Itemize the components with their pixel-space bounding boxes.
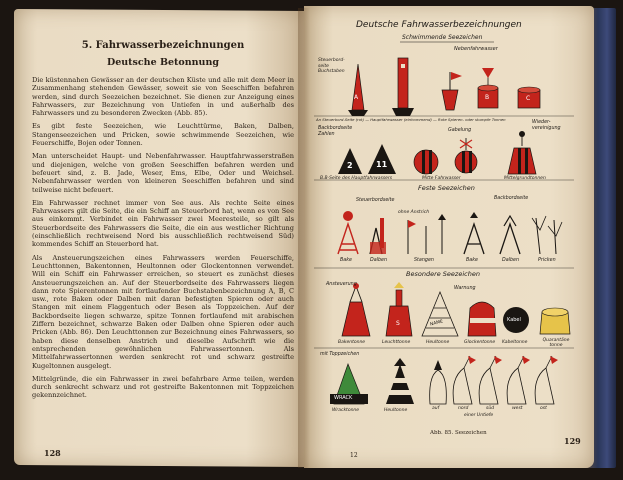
paragraph: Ein Fahrwasser rechnet immer von See aus. Als rechte Seite eines Fahrwassers gilt die Seite, die ein Schiff an Steuerbord hat, wenn es von See aus einkommt. Verbindet ein Fahrwasser zwei Meeresteile, so gilt als Steuerbordseite des Fahrwassers die Seite, die ein aus westlicher Richtung (einschließlich rechtweisend Nord bis ausschließlich rechtweisend Süd) kommendes Schiff an Steuerbord hat. xyxy=(32,198,294,249)
label-bakentonne: Bakentonne xyxy=(338,340,366,345)
paragraph: Als Ansteuerungszeichen eines Fahrwassers werden Feuerschiffe, Leuchttonnen, Bakentonnen, Heultonnen oder Glockentonnen verwendet. Will ein Schiff ein Fahrwasser erreichen, so steuert es zunächst dieses Ansteuerungszeichen an. Auf der Steuerbordseite des Fahrwassers liegen dann rote Spierentonnen mit fortlaufender Buchstabenbezeichnung A, B, C usw., rote Baken oder Dalben mit daran befestigten Spieren oder auch Stangen mit einem Flaggentuch oder Besen als Toppzeichen. Auf der Backbordseite liegen schwarze, spitze Tonnen fortlaufend mit arabischen Ziffern bezeichnet, schwarze Baken oder Dalben ohne Spieren oder auch Pricken (Abb. 86). Den Leuchttonnen zur Bezeichnung eines Fahrwassers, so haben diese denselben Anstrich und dieselbe Aufschrift wie die entsprechenden gewöhnlichen Fahrwassertonnen. Als Mittelfahrwassertonnen werden senkrecht rot und schwarz gestreifte Kugeltonnen ausgelegt. xyxy=(32,253,294,370)
buoy-label-2: 2 xyxy=(347,161,353,170)
label-steuerbord: Steuerbord-seite Buchstaben xyxy=(318,58,345,74)
label-leuchttonne: Leuchttonne xyxy=(382,340,411,345)
buoy-label-a: A xyxy=(354,94,359,101)
whistle-buoy-striped xyxy=(386,358,414,404)
black-dolphin xyxy=(500,216,520,254)
label-heultonne-2: Heultonne xyxy=(384,408,408,413)
shoal-buoy-4 xyxy=(535,356,558,404)
label-mit-toppzeichen: mit Toppzeichen xyxy=(320,352,360,357)
label-dalben: Dalben xyxy=(370,258,388,263)
label-auf: auf xyxy=(432,406,440,411)
label-einer-untiefe: einer Untiefe xyxy=(464,413,494,418)
light-buoy xyxy=(386,282,412,336)
label-sb-seite: Steuerbordseite xyxy=(356,198,395,203)
buoy-label-kabel: Kabel xyxy=(507,317,521,323)
red-spar-buoy-flag xyxy=(442,72,462,110)
row2-caption-right: Mittelgrundtonnen xyxy=(504,176,546,181)
label-heultonne: Heultonne xyxy=(426,340,450,345)
label-bb-seite: Backbordseite xyxy=(494,196,529,201)
page-number-left: 128 xyxy=(44,448,61,458)
heading-fixed-marks: Feste Seezeichen xyxy=(418,184,475,192)
label-ost: ost xyxy=(540,406,547,411)
buoy-label-name: NAME xyxy=(429,319,444,328)
label-kabeltonne: Kabeltonne xyxy=(502,340,528,345)
buoy-label-11: 11 xyxy=(376,160,388,169)
reunion-buoy xyxy=(508,131,536,174)
figure-caption: Abb. 85. Seezeichen xyxy=(430,430,487,436)
label-glockentonne: Glockentonne xyxy=(464,340,496,345)
striped-sphere-buoy xyxy=(414,150,438,174)
label-sued: süd xyxy=(486,406,495,411)
label-gabelung: Gabelung xyxy=(448,128,472,133)
whistle-buoy xyxy=(422,292,458,336)
figure-title: Deutsche Fahrwasserbezeichnungen xyxy=(356,20,522,30)
chapter-title: 5. Fahrwasserbezeichnungen xyxy=(81,40,245,51)
row1-caption: An Steuerbord-Seite (rot) — Hauptfahrwasser (einhommend) — Rote Spieren- oder stumpfe Tonnen xyxy=(316,117,506,122)
row2-caption-mid: Mitte Fahrwasser xyxy=(422,176,461,181)
paragraph: Mittelgründe, die ein Fahrwasser in zwei befahrbare Arme teilen, werden durch senkrecht schwarz und rot gestreifte Bakentonnen mit Toppzeichen gekennzeichnet. xyxy=(32,374,294,400)
label-wracktonne: Wracktonne xyxy=(332,408,360,413)
beacon-buoy-red xyxy=(342,283,370,336)
shoal-buoy-3 xyxy=(507,356,530,404)
section-title: Deutsche Betonnung xyxy=(106,57,220,68)
label-backbord: Backbordseite Zahlen xyxy=(318,126,353,137)
label-nord: nord xyxy=(458,406,469,411)
paragraph: Man unterscheidet Haupt- und Nebenfahrwasser. Hauptfahrwasserstraßen und diejenigen, welche von großen Seeschiffen befahren werden und befeuert sind, z. B. Jade, Weser, Ems, Elbe, Oder und Weichsel. Nebenfahrwasser werden von kleineren Seeschiffen befahren und sind teilweise nicht befeuert. xyxy=(32,152,294,194)
paragraph: Es gibt feste Seezeichen, wie Leuchttürme, Baken, Dalben, Stangenseezeichen und Pricken, sowie schwimmende Seezeichen, wie Feuerschiffe, Bojen oder Tonnen. xyxy=(32,122,294,148)
black-beacon xyxy=(464,212,484,254)
buoy-label-b: B xyxy=(485,94,490,101)
label-west: west xyxy=(512,406,523,411)
row2-caption-left: B.B-Seite des Hauptfahrwassers xyxy=(320,176,393,181)
printer-mark: 12 xyxy=(350,452,358,459)
label-ohne-anstrich: ohne Anstrich xyxy=(398,210,430,215)
red-spar-buoy xyxy=(392,58,414,116)
label-quarantaene: Quarantäne tonne xyxy=(542,338,570,349)
label-bake-2: Bake xyxy=(466,258,478,263)
figure-seezeichen xyxy=(304,6,594,468)
shoal-buoy-1 xyxy=(453,356,476,404)
quarantine-buoy xyxy=(540,308,570,334)
poles-no-paint xyxy=(408,214,446,254)
shoal-buoy-2 xyxy=(479,356,502,404)
dolphin-red xyxy=(370,218,386,254)
label-bake: Bake xyxy=(340,258,352,263)
label-dalben-2: Dalben xyxy=(502,258,520,263)
label-pricken: Pricken xyxy=(538,258,556,263)
buoy-label-wrack: WRACK xyxy=(334,395,353,401)
heading-special-marks: Besondere Seezeichen xyxy=(406,270,480,278)
label-nebenfahrwasser: Nebenfahrwasser xyxy=(454,46,498,52)
buoy-label-c: C xyxy=(526,95,531,102)
shoal-buoy-north xyxy=(430,360,447,404)
black-conical-buoy-11 xyxy=(368,144,396,174)
red-beacon xyxy=(338,211,358,254)
label-ansteuerung: Ansteuerung xyxy=(326,282,357,287)
heading-floating-marks: Schwimmende Seezeichen xyxy=(402,34,483,41)
red-can-buoy-b xyxy=(478,68,498,108)
withy-pricken xyxy=(532,216,562,254)
left-page-text xyxy=(32,40,294,405)
label-wiedervereinigung: Wieder-vereinigung xyxy=(532,120,561,131)
fork-buoy xyxy=(455,138,477,173)
paragraph: Die küstennahen Gewässer an der deutschen Küste und alle mit dem Meer in Zusammenhang stehenden Gewässer, soweit sie von Seeschiffen befahren werden, sind durch Seezeichen bezeichnet. Sie dienen zur Anzeigung eines Fahrwassers, zur Bezeichnung von Untiefen in und außerhalb des Fahrwassers und zu besonderen Zwecken (Abb. 85). xyxy=(32,76,294,118)
label-warnung: Warnung xyxy=(454,286,476,291)
bell-buoy xyxy=(468,302,496,336)
label-stangen: Stangen xyxy=(414,258,434,263)
buoy-label-s: S xyxy=(396,320,400,327)
page-number-right: 129 xyxy=(564,436,581,446)
